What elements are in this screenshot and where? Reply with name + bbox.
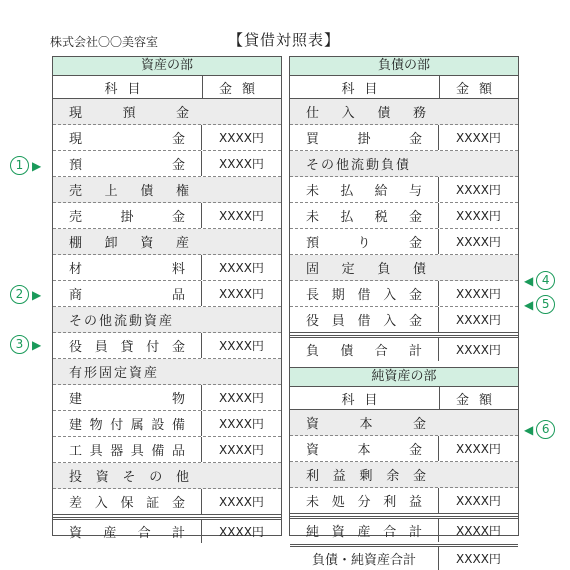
- item-amount: XXXX円: [456, 442, 501, 456]
- category-label: 有形固定資産: [69, 366, 160, 381]
- item-label: 建 物: [53, 385, 202, 410]
- arrow-right-icon: ▶: [32, 337, 42, 352]
- marker-number: 6: [536, 420, 555, 439]
- item-label: 材 料: [53, 255, 202, 280]
- item-label: 未 払 給 与: [290, 177, 439, 202]
- liabilities-section-header: 負債の部: [290, 57, 518, 76]
- item-label: 商 品: [53, 281, 202, 306]
- equity-total-row: [290, 544, 518, 570]
- liabilities-category-row: [290, 151, 518, 177]
- assets-item-row: [53, 203, 281, 229]
- item-amount: XXXX円: [219, 131, 264, 145]
- assets-item-row: [53, 151, 281, 177]
- total-label: 資 産 合 計: [53, 520, 202, 543]
- total-amount: XXXX円: [456, 524, 501, 538]
- item-amount: XXXX円: [219, 209, 264, 223]
- column-amount-label: 金額: [455, 392, 502, 408]
- liabilities-column-header: [290, 76, 518, 99]
- assets-category-row: [53, 307, 281, 333]
- assets-column-header: [53, 76, 281, 99]
- item-amount: XXXX円: [456, 287, 501, 301]
- item-label: 現 金: [53, 125, 202, 150]
- item-amount: XXXX円: [219, 495, 264, 509]
- category-label: 現 預 金: [69, 106, 189, 121]
- item-label: 長 期 借 入 金: [290, 281, 439, 306]
- column-item-label: 科目: [290, 387, 440, 409]
- item-amount: XXXX円: [456, 131, 501, 145]
- item-label: 預 り 金: [290, 229, 439, 254]
- assets-total-row: [53, 517, 281, 543]
- item-amount: XXXX円: [219, 157, 264, 171]
- item-label: 資 本 金: [290, 436, 439, 461]
- assets-category-row: [53, 99, 281, 125]
- total-amount: XXXX円: [456, 343, 501, 357]
- item-amount: XXXX円: [219, 287, 264, 301]
- total-label: 負 債 合 計: [290, 338, 439, 361]
- arrow-left-icon: ◀: [524, 297, 534, 312]
- column-item-label: 科目: [290, 76, 440, 98]
- item-label: 工 具 器 具 備 品: [53, 437, 202, 462]
- assets-item-row: [53, 385, 281, 411]
- category-label: 売 上 債 権: [69, 184, 189, 199]
- assets-item-row: [53, 125, 281, 151]
- marker-number: 1: [10, 156, 29, 175]
- column-item-label: 科目: [53, 76, 203, 98]
- item-amount: XXXX円: [219, 443, 264, 457]
- equity-section-header: 純資産の部: [290, 368, 518, 387]
- liabilities-category-row: [290, 99, 518, 125]
- liabilities-item-row: [290, 125, 518, 151]
- equity-total-row: [290, 516, 518, 542]
- item-label: 建 物 付 属 設 備: [53, 411, 202, 436]
- item-amount: XXXX円: [456, 183, 501, 197]
- document-title: 【貸借対照表】: [228, 31, 341, 49]
- category-label: 利 益 剰 余 金: [306, 469, 426, 484]
- assets-category-row: [53, 177, 281, 203]
- item-label: 売 掛 金: [53, 203, 202, 228]
- item-label: 役 員 貸 付 金: [53, 333, 202, 358]
- item-label: 買 掛 金: [290, 125, 439, 150]
- marker-4: [521, 271, 555, 290]
- assets-item-row: [53, 281, 281, 307]
- marker-number: 3: [10, 335, 29, 354]
- equity-item-row: [290, 436, 518, 462]
- company-name: 株式会社〇〇美容室: [50, 35, 159, 49]
- category-label: 棚 卸 資 産: [69, 236, 189, 251]
- assets-item-row: [53, 333, 281, 359]
- assets-panel: [52, 56, 282, 541]
- arrow-right-icon: ▶: [32, 158, 42, 173]
- item-amount: XXXX円: [219, 417, 264, 431]
- item-label: 役 員 借 入 金: [290, 307, 439, 332]
- category-label: 資 本 金: [306, 417, 426, 432]
- liabilities-category-row: [290, 255, 518, 281]
- item-label: 預 金: [53, 151, 202, 176]
- category-label: その他流動負債: [306, 158, 412, 173]
- marker-3: [10, 335, 44, 354]
- marker-5: [521, 295, 555, 314]
- marker-number: 4: [536, 271, 555, 290]
- assets-item-row: [53, 255, 281, 281]
- equity-category-row: [290, 462, 518, 488]
- liabilities-item-row: [290, 177, 518, 203]
- assets-item-row: [53, 411, 281, 437]
- column-amount-label: 金額: [455, 81, 502, 97]
- marker-2: [10, 285, 44, 304]
- marker-6: [521, 420, 555, 439]
- assets-item-row: [53, 437, 281, 463]
- item-label: 未 払 税 金: [290, 203, 439, 228]
- liabilities-item-row: [290, 203, 518, 229]
- item-amount: XXXX円: [219, 391, 264, 405]
- column-amount-label: 金額: [218, 81, 265, 97]
- item-amount: XXXX円: [219, 339, 264, 353]
- marker-number: 5: [536, 295, 555, 314]
- category-label: その他流動資産: [69, 314, 175, 329]
- item-label: 差 入 保 証 金: [53, 489, 202, 514]
- equity-column-header: [290, 387, 518, 410]
- item-amount: XXXX円: [456, 209, 501, 223]
- category-label: 固 定 負 債: [306, 262, 426, 277]
- assets-category-row: [53, 463, 281, 489]
- category-label: 投 資 そ の 他: [69, 470, 189, 485]
- total-label: 純 資 産 合 計: [290, 519, 439, 542]
- assets-category-row: [53, 359, 281, 385]
- assets-item-row: [53, 489, 281, 515]
- arrow-right-icon: ▶: [32, 287, 42, 302]
- item-label: 未 処 分 利 益: [290, 488, 439, 513]
- liabilities-total-row: [290, 335, 518, 361]
- total-amount: XXXX円: [456, 552, 501, 566]
- category-label: 仕 入 債 務: [306, 106, 426, 121]
- arrow-left-icon: ◀: [524, 422, 534, 437]
- arrow-left-icon: ◀: [524, 273, 534, 288]
- item-amount: XXXX円: [456, 313, 501, 327]
- item-amount: XXXX円: [219, 261, 264, 275]
- liabilities-item-row: [290, 229, 518, 255]
- item-amount: XXXX円: [456, 494, 501, 508]
- liabilities-panel: [289, 56, 519, 568]
- assets-section-header: 資産の部: [53, 57, 281, 76]
- total-amount: XXXX円: [219, 525, 264, 539]
- total-label: 負債・純資産合計: [290, 547, 439, 570]
- marker-1: [10, 156, 44, 175]
- marker-number: 2: [10, 285, 29, 304]
- equity-item-row: [290, 488, 518, 514]
- assets-category-row: [53, 229, 281, 255]
- item-amount: XXXX円: [456, 235, 501, 249]
- equity-category-row: [290, 410, 518, 436]
- liabilities-item-row: [290, 281, 518, 307]
- liabilities-item-row: [290, 307, 518, 333]
